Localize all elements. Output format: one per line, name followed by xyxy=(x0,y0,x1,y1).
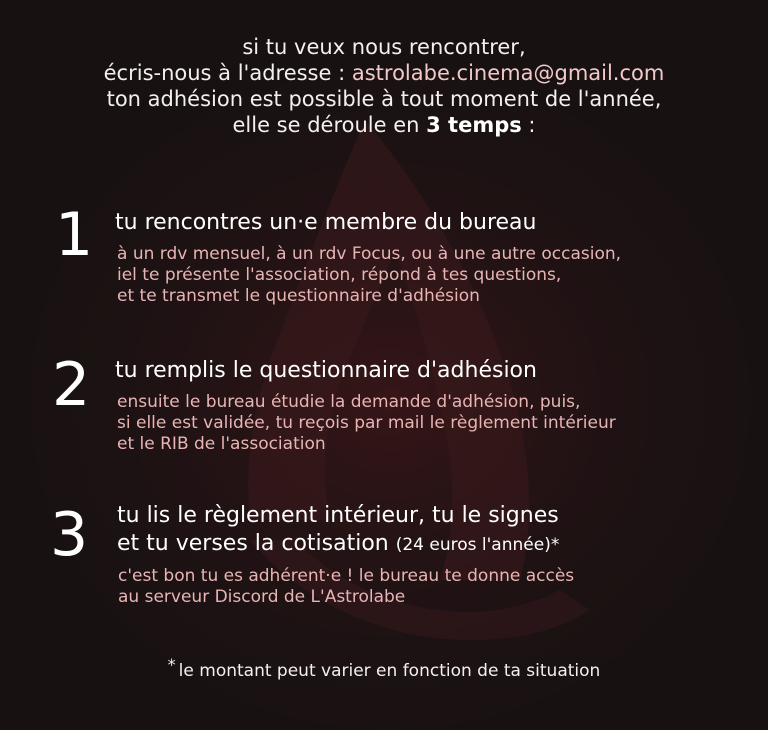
title-line-text: et tu verses la cotisation xyxy=(117,531,389,556)
title-line: tu lis le règlement intérieur, tu le signes xyxy=(117,503,559,528)
intro-block xyxy=(0,34,768,138)
description-line: au serveur Discord de L'Astrolabe xyxy=(118,587,406,607)
description-line: à un rdv mensuel, à un rdv Focus, ou à une autre occasion, xyxy=(117,244,622,264)
intro-line-4 xyxy=(0,112,768,138)
footnote-text: le montant peut varier en fonction de ta situation xyxy=(178,661,601,681)
step-number: 2 xyxy=(52,350,91,420)
description-line: et le RIB de l'association xyxy=(117,434,326,454)
description-line: si elle est validée, tu reçois par mail le règlement intérieur xyxy=(117,413,616,433)
intro-line-4-prefix: elle se déroule en xyxy=(232,113,427,137)
footnote-marker: * xyxy=(167,655,176,674)
description-line: c'est bon tu es adhérent·e ! le bureau te donne accès xyxy=(118,566,575,586)
intro-line-2-prefix: écris-nous à l'adresse : xyxy=(103,61,352,85)
description-line: iel te présente l'association, répond à tes questions, xyxy=(117,265,562,285)
email-address[interactable]: astrolabe.cinema@gmail.com xyxy=(351,61,665,85)
intro-bold-steps: 3 temps xyxy=(426,113,522,137)
intro-line-2 xyxy=(0,60,768,86)
intro-line-3: ton adhésion est possible à tout moment de l'année, xyxy=(106,87,662,111)
title-line xyxy=(117,530,559,559)
footnote xyxy=(0,655,768,681)
description-line: et te transmet le questionnaire d'adhésion xyxy=(117,286,480,306)
step-description xyxy=(118,566,574,608)
step-title: tu rencontres un·e membre du bureau xyxy=(115,210,537,235)
step-description xyxy=(117,392,616,455)
intro-line-4-suffix: : xyxy=(521,113,536,137)
description-line: ensuite le bureau étudie la demande d'adhésion, puis, xyxy=(117,392,581,412)
step-description xyxy=(117,244,621,307)
step-title xyxy=(117,502,559,559)
step-number: 1 xyxy=(55,200,94,270)
intro-line-1: si tu veux nous rencontrer, xyxy=(242,35,526,59)
price-note: (24 euros l'année)* xyxy=(395,535,560,555)
step-number: 3 xyxy=(50,500,89,570)
step-title: tu remplis le questionnaire d'adhésion xyxy=(115,358,537,383)
